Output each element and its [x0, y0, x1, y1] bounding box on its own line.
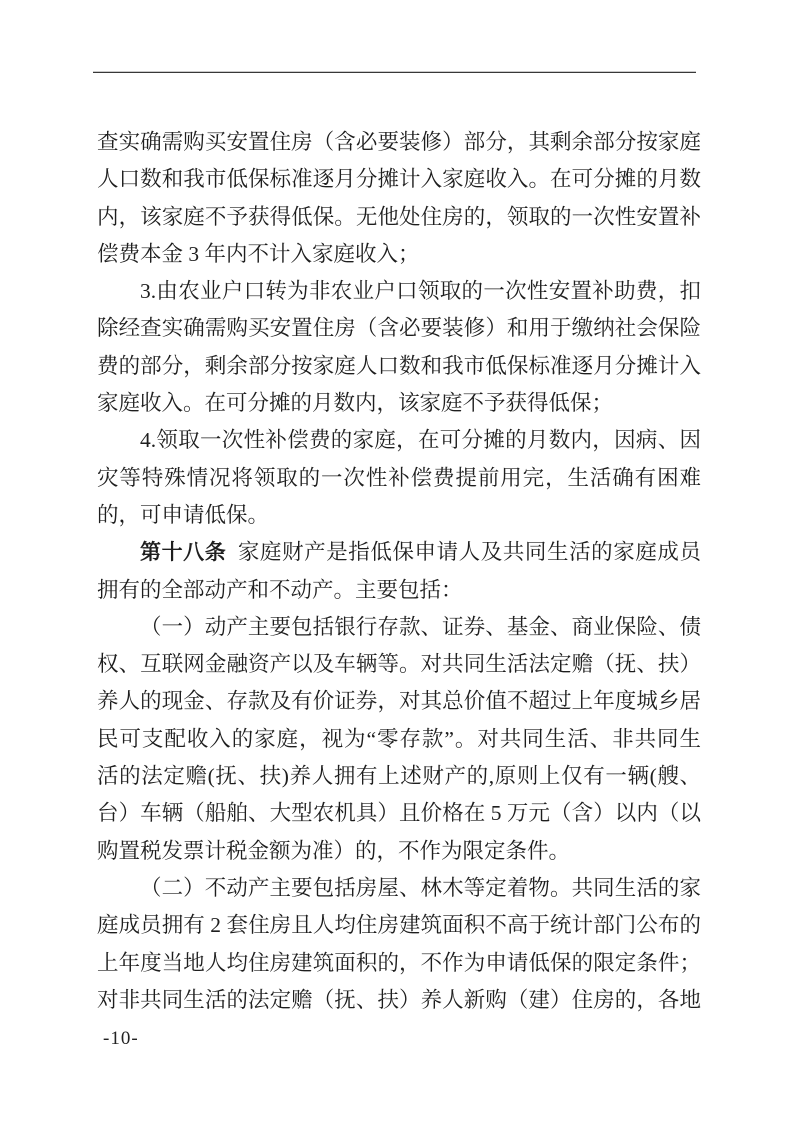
text-line: 内，该家庭不予获得低保。无他处住房的，领取的一次性安置补: [97, 204, 701, 229]
text-line: 除经查实确需购买安置住房（含必要装修）和用于缴纳社会保险: [97, 316, 701, 341]
paragraph-item-4: [97, 422, 701, 534]
paragraph-article-18: [97, 534, 701, 609]
paragraph-item-3: [97, 273, 701, 422]
text-line: 的，可申请低保。: [97, 502, 270, 527]
text-line: 庭成员拥有 2 套住房且人均住房建筑面积不高于统计部门公布的: [97, 913, 701, 938]
article-text: 家庭财产是指低保申请人及共同生活的家庭成员: [237, 540, 701, 565]
text-line: 权、互联网金融资产以及车辆等。对共同生活法定赡（抚、扶）: [97, 652, 701, 677]
text-line: 对非共同生活的法定赡（抚、扶）养人新购（建）住房的，各地: [97, 987, 701, 1012]
text-line: 4.领取一次性补偿费的家庭，在可分摊的月数内，因病、因: [140, 428, 701, 453]
text-line: 偿费本金 3 年内不计入家庭收入；: [97, 241, 420, 266]
text-line: 费的部分，剩余部分按家庭人口数和我市低保标准逐月分摊计入: [97, 353, 701, 378]
text-line: 养人的现金、存款及有价证券，对其总价值不超过上年度城乡居: [97, 689, 701, 714]
text-line: （二）不动产主要包括房屋、林木等定着物。共同生活的家: [140, 875, 701, 900]
text-line: （一）动产主要包括银行存款、证券、基金、商业保险、债: [140, 614, 701, 639]
article-number-bold: 第十八条: [140, 541, 227, 565]
text-line: 人口数和我市低保标准逐月分摊计入家庭收入。在可分摊的月数: [97, 167, 701, 192]
paragraph-clause-1: [97, 609, 701, 870]
text-line: 拥有的全部动产和不动产。主要包括：: [97, 577, 463, 602]
text-line: 家庭收入。在可分摊的月数内，该家庭不予获得低保；: [97, 391, 614, 416]
text-line: 灾等特殊情况将领取的一次性补偿费提前用完，生活确有困难: [97, 465, 701, 490]
paragraph-clause-2: [97, 870, 701, 1019]
document-body: [97, 124, 701, 1019]
text-line: 台）车辆（船舶、大型农机具）且价格在 5 万元（含）以内（以: [97, 801, 701, 826]
text-line: [97, 534, 701, 571]
text-line: 查实确需购买安置住房（含必要装修）部分，其剩余部分按家庭: [97, 130, 701, 154]
paragraph-continuation: [97, 124, 701, 273]
page-number: -10-: [103, 1028, 139, 1049]
text-line: 活的法定赡(抚、扶)养人拥有上述财产的,原则上仅有一辆(艘、: [97, 764, 701, 789]
text-line: 上年度当地人均住房建筑面积的，不作为申请低保的限定条件；: [97, 950, 701, 975]
header-rule: [93, 71, 696, 73]
text-line: 民可支配收入的家庭，视为“零存款”。对共同生活、非共同生: [97, 726, 701, 751]
text-line: 购置税发票计税金额为准）的，不作为限定条件。: [97, 838, 571, 863]
text-line: 3.由农业户口转为非农业户口领取的一次性安置补助费，扣: [140, 279, 701, 304]
